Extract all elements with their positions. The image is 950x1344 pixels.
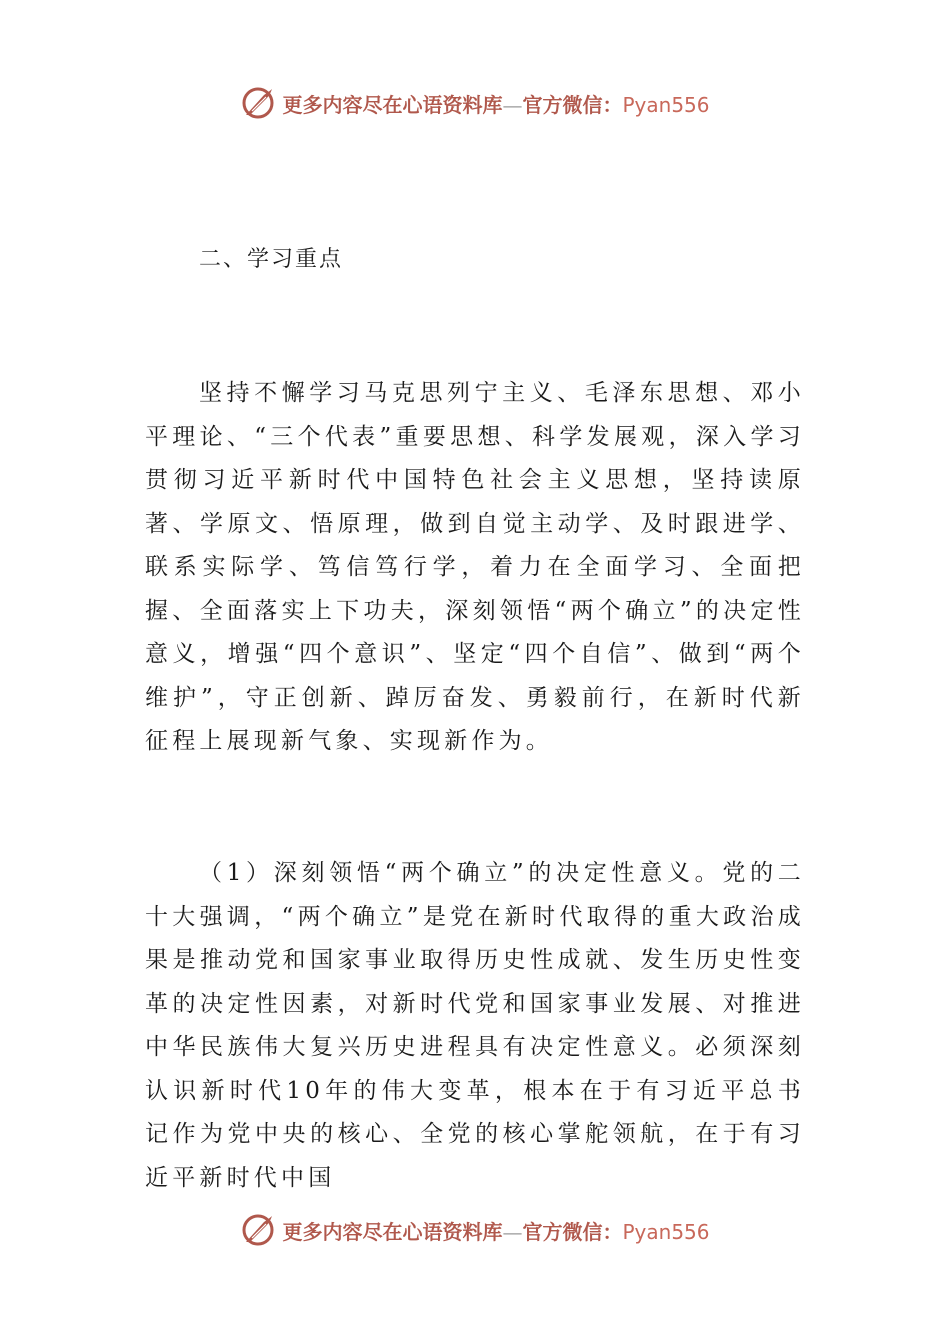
quill-pen-icon	[240, 85, 276, 121]
watermark-text	[282, 1216, 709, 1245]
watermark-official: 官方微信：	[522, 1219, 623, 1244]
quill-pen-icon	[240, 1212, 276, 1248]
watermark-dash: —	[502, 1219, 523, 1244]
watermark-dash: —	[502, 92, 523, 117]
watermark-footer	[0, 1210, 950, 1250]
watermark-text	[282, 89, 709, 118]
watermark-site: 更多内容尽在心语资料库	[282, 92, 503, 117]
paragraph-2: （1）深刻领悟“两个确立”的决定性意义。党的二十大强调，“两个确立”是党在新时代取得的重大政治成果是推动党和国家事业取得历史性成就、发生历史性变革的决定性因素，对新时代党和国家事业发展、对推进中华民族伟大复兴历史进程具有决定性意义。必须深刻认识新时代10年的伟大变革，根本在于有习近平总书记作为党中央的核心、全党的核心掌舵领航，在于有习近平新时代中国	[145, 860, 805, 1191]
watermark-header	[0, 83, 950, 123]
watermark-official: 官方微信：	[522, 92, 623, 117]
watermark-account: Pyan556	[622, 1219, 710, 1244]
paragraph-1: 坚持不懈学习马克思列宁主义、毛泽东思想、邓小平理论、“三个代表”重要思想、科学发展观，深入学习贯彻习近平新时代中国特色社会主义思想，坚持读原著、学原文、悟原理，做到自觉主动学、及时跟进学、联系实际学、笃信笃行学，着力在全面学习、全面把握、全面落实上下功夫，深刻领悟“两个确立”的决定性意义，增强“四个意识”、坚定“四个自信”、做到“两个维护”，守正创新、踔厉奋发、勇毅前行，在新时代新征程上展现新气象、实现新作为。	[145, 380, 805, 754]
section-heading: 二、学习重点	[199, 247, 344, 272]
watermark-account: Pyan556	[622, 92, 710, 117]
watermark-site: 更多内容尽在心语资料库	[282, 1219, 503, 1244]
